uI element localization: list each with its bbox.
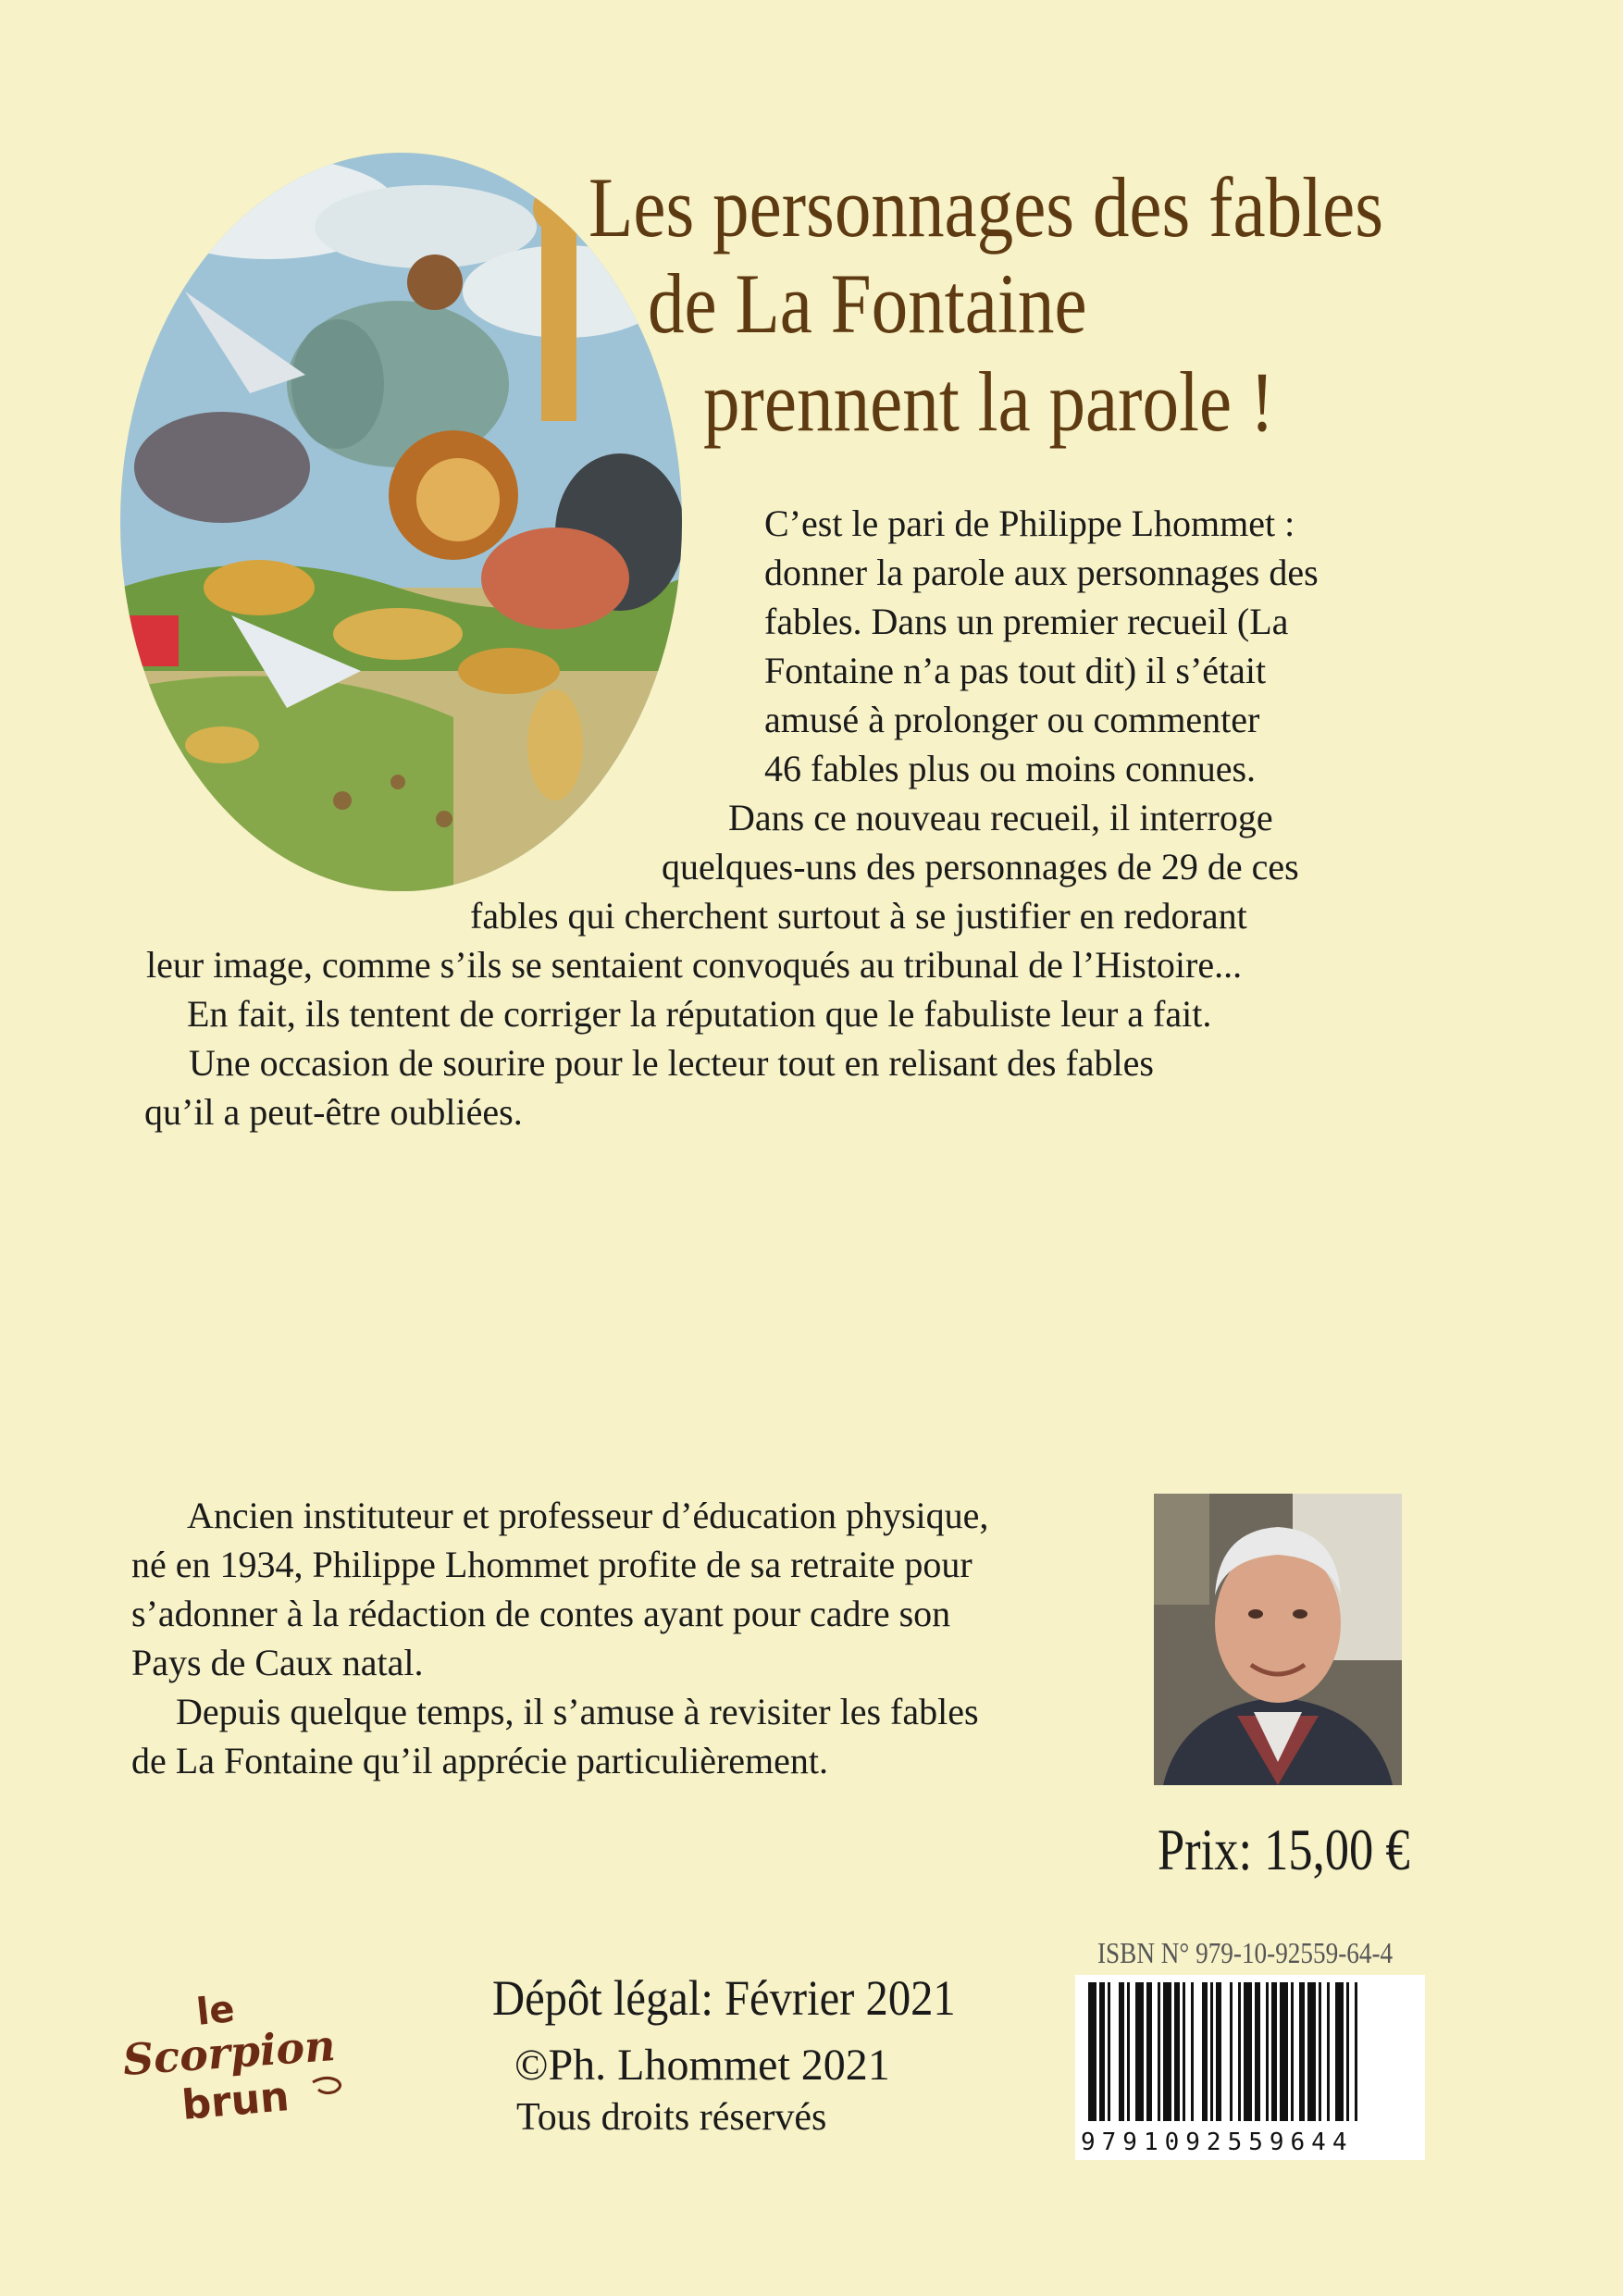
barcode-bar bbox=[1146, 1982, 1152, 2121]
barcode-bar bbox=[1174, 1982, 1180, 2121]
summary-line: Fontaine n’a pas tout dit) il s’était bbox=[764, 650, 1267, 691]
rights-reserved: Tous droits réservés bbox=[516, 2096, 827, 2139]
barcode-bar bbox=[1299, 1982, 1305, 2121]
price-label: Prix: 15,00 € bbox=[1158, 1817, 1410, 1882]
barcode-bar bbox=[1335, 1982, 1344, 2121]
bio-line: Depuis quelque temps, il s’amuse à revisiter les fables bbox=[176, 1691, 979, 1732]
barcode-bar bbox=[1163, 1982, 1171, 2121]
barcode-bar bbox=[1191, 1982, 1194, 2121]
barcode-bar bbox=[1327, 1982, 1330, 2121]
barcode-bar bbox=[1355, 1982, 1357, 2121]
bio-line: Pays de Caux natal. bbox=[131, 1642, 424, 1683]
barcode-bar bbox=[1099, 1982, 1105, 2121]
barcode-bar bbox=[1088, 1982, 1096, 2121]
copyright: ©Ph. Lhommet 2021 bbox=[514, 2041, 890, 2090]
bio-line: né en 1934, Philippe Lhommet profite de sa retraite pour bbox=[131, 1544, 973, 1585]
summary-line: fables. Dans un premier recueil (La bbox=[764, 601, 1289, 642]
summary-line: C’est le pari de Philippe Lhommet : bbox=[764, 503, 1295, 544]
summary-line: amusé à prolonger ou commenter bbox=[764, 699, 1260, 740]
fable-animals-illustration bbox=[120, 153, 682, 891]
barcode-bar bbox=[1307, 1982, 1316, 2121]
barcode-bar bbox=[1202, 1982, 1208, 2121]
summary-line: donner la parole aux personnages des bbox=[764, 552, 1319, 593]
summary-line: qu’il a peut-être oubliées. bbox=[144, 1091, 523, 1133]
summary-line: En fait, ils tentent de corriger la réputation que le fabuliste leur a fait. bbox=[187, 993, 1212, 1035]
barcode-bar bbox=[1346, 1982, 1349, 2121]
barcode-bar bbox=[1183, 1982, 1185, 2121]
barcode-bar bbox=[1244, 1982, 1252, 2121]
barcode-bar bbox=[1127, 1982, 1130, 2121]
barcode-bar bbox=[1119, 1982, 1124, 2121]
author-photo bbox=[1154, 1494, 1402, 1785]
barcode-bar bbox=[1280, 1982, 1288, 2121]
barcode-bar bbox=[1319, 1982, 1321, 2121]
bio-line: s’adonner à la rédaction de contes ayant pour cadre son bbox=[131, 1593, 951, 1634]
publisher-logo bbox=[118, 1980, 359, 2133]
logo-text-scorpion: Scorpion bbox=[121, 2020, 338, 2085]
scorpion-icon bbox=[313, 2078, 341, 2092]
summary-line: leur image, comme s’ils se sentaient convoqués au tribunal de l’Histoire... bbox=[146, 944, 1243, 986]
title-line-2: de La Fontaine bbox=[648, 256, 1087, 351]
barcode-bar bbox=[1216, 1982, 1221, 2121]
title-line-1: Les personnages des fables bbox=[588, 160, 1384, 254]
logo-text-brun: brun bbox=[180, 2073, 291, 2129]
barcode-bar bbox=[1291, 1982, 1294, 2121]
summary-line: Une occasion de sourire pour le lecteur tout en relisant des fables bbox=[189, 1042, 1154, 1084]
summary-line: quelques-uns des personnages de 29 de ces bbox=[662, 846, 1299, 887]
summary-line: fables qui cherchent surtout à se justifier en redorant bbox=[470, 895, 1247, 937]
isbn-label: ISBN N° 979-10-92559-64-4 bbox=[1097, 1936, 1394, 1969]
bio-line: de La Fontaine qu’il apprécie particulièrement. bbox=[131, 1740, 829, 1781]
logo-text-le: le bbox=[194, 1987, 237, 2034]
bio-line: Ancien instituteur et professeur d’éducation physique, bbox=[187, 1495, 989, 1536]
legal-deposit: Dépôt légal: Février 2021 bbox=[492, 1970, 956, 2026]
barcode-digits: 9791092559644 bbox=[1081, 2128, 1354, 2156]
barcode-bar bbox=[1158, 1982, 1160, 2121]
title-line-3: prennent la parole ! bbox=[703, 354, 1275, 449]
barcode-bar bbox=[1108, 1982, 1110, 2121]
barcode-bar bbox=[1255, 1982, 1260, 2121]
barcode-bar bbox=[1271, 1982, 1277, 2121]
barcode-bar bbox=[1238, 1982, 1241, 2121]
isbn-barcode bbox=[1075, 1975, 1425, 2160]
barcode-bar bbox=[1266, 1982, 1269, 2121]
barcode-bar bbox=[1230, 1982, 1233, 2121]
barcode-bar bbox=[1210, 1982, 1213, 2121]
summary-line: 46 fables plus ou moins connues. bbox=[764, 748, 1257, 789]
summary-line: Dans ce nouveau recueil, il interroge bbox=[728, 797, 1273, 838]
barcode-bar bbox=[1135, 1982, 1144, 2121]
